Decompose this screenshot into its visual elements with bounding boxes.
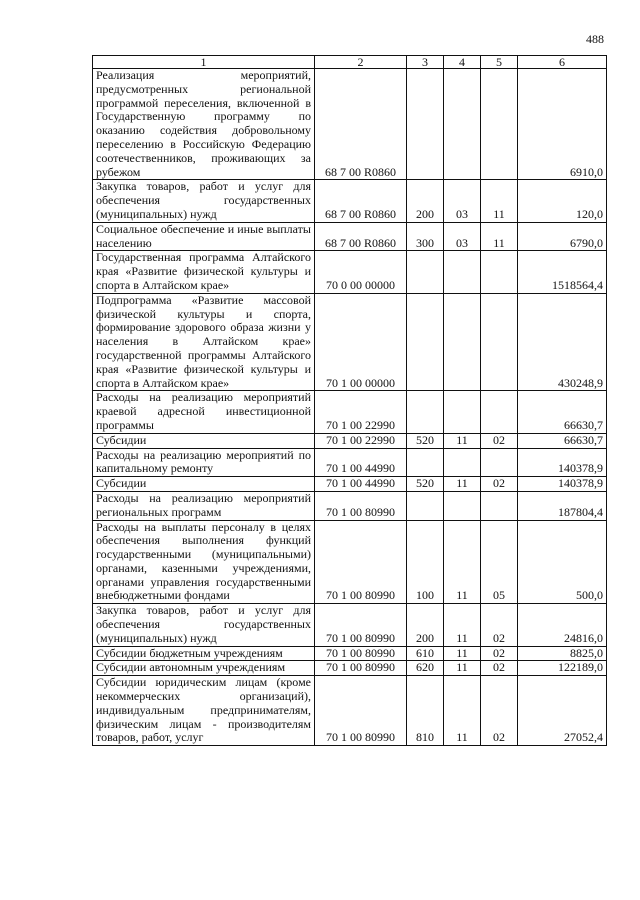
- table-row: [93, 448, 607, 477]
- row-expense-type: [407, 448, 444, 477]
- table-row: [93, 477, 607, 492]
- row-section: [444, 251, 481, 293]
- table-row: [93, 69, 607, 180]
- row-name: Закупка товаров, работ и услуг для обеспечения государственных (муниципальных) нужд: [93, 180, 315, 222]
- row-subsection: 11: [481, 180, 518, 222]
- table-row: [93, 520, 607, 604]
- row-subsection: [481, 448, 518, 477]
- row-target-code: 68 7 00 R0860: [315, 69, 407, 180]
- row-expense-type: 200: [407, 604, 444, 646]
- row-expense-type: 520: [407, 433, 444, 448]
- table-row: [93, 676, 607, 746]
- row-name: Субсидии: [93, 433, 315, 448]
- row-target-code: 68 7 00 R0860: [315, 222, 407, 251]
- row-amount: 6910,0: [518, 69, 607, 180]
- row-amount: 187804,4: [518, 491, 607, 520]
- row-subsection: [481, 491, 518, 520]
- row-section: 03: [444, 180, 481, 222]
- row-expense-type: 520: [407, 477, 444, 492]
- row-target-code: 70 1 00 80990: [315, 661, 407, 676]
- table-row: [93, 604, 607, 646]
- row-expense-type: 610: [407, 646, 444, 661]
- row-name: Закупка товаров, работ и услуг для обеспечения государственных (муниципальных) нужд: [93, 604, 315, 646]
- row-expense-type: [407, 251, 444, 293]
- row-amount: 500,0: [518, 520, 607, 604]
- row-expense-type: 200: [407, 180, 444, 222]
- row-subsection: 02: [481, 646, 518, 661]
- row-amount: 122189,0: [518, 661, 607, 676]
- row-section: 11: [444, 676, 481, 746]
- row-section: 03: [444, 222, 481, 251]
- row-name: Расходы на реализацию мероприятий по капитальному ремонту: [93, 448, 315, 477]
- row-name: Государственная программа Алтайского края «Развитие физической культуры и спорта в Алтайском крае»: [93, 251, 315, 293]
- row-section: [444, 293, 481, 391]
- table-row: [93, 491, 607, 520]
- row-name: Социальное обеспечение и иные выплаты населению: [93, 222, 315, 251]
- row-target-code: 70 1 00 22990: [315, 391, 407, 433]
- row-amount: 140378,9: [518, 448, 607, 477]
- row-section: 11: [444, 646, 481, 661]
- budget-table: [92, 55, 607, 746]
- header-col-1: 1: [93, 56, 315, 69]
- row-subsection: 11: [481, 222, 518, 251]
- row-expense-type: 300: [407, 222, 444, 251]
- header-col-6: 6: [518, 56, 607, 69]
- row-section: 11: [444, 661, 481, 676]
- row-expense-type: [407, 69, 444, 180]
- row-section: [444, 391, 481, 433]
- row-amount: 66630,7: [518, 433, 607, 448]
- row-section: 11: [444, 604, 481, 646]
- row-target-code: 70 1 00 22990: [315, 433, 407, 448]
- row-section: 11: [444, 433, 481, 448]
- row-subsection: 02: [481, 661, 518, 676]
- row-subsection: [481, 251, 518, 293]
- row-subsection: 02: [481, 604, 518, 646]
- table-row: [93, 661, 607, 676]
- row-subsection: 02: [481, 433, 518, 448]
- row-section: 11: [444, 520, 481, 604]
- row-amount: 120,0: [518, 180, 607, 222]
- table-header-row: [93, 56, 607, 69]
- table-row: [93, 251, 607, 293]
- row-expense-type: 620: [407, 661, 444, 676]
- row-amount: 6790,0: [518, 222, 607, 251]
- row-subsection: [481, 391, 518, 433]
- row-target-code: 70 1 00 80990: [315, 646, 407, 661]
- header-col-5: 5: [481, 56, 518, 69]
- row-amount: 1518564,4: [518, 251, 607, 293]
- row-name: Расходы на реализацию мероприятий краевой адресной инвестиционной программы: [93, 391, 315, 433]
- row-amount: 8825,0: [518, 646, 607, 661]
- row-target-code: 68 7 00 R0860: [315, 180, 407, 222]
- row-name: Субсидии автономным учреждениям: [93, 661, 315, 676]
- page-number: 488: [586, 32, 604, 46]
- row-target-code: 70 1 00 80990: [315, 676, 407, 746]
- row-subsection: [481, 69, 518, 180]
- row-name: Реализация мероприятий, предусмотренных региональной программой переселения, включенной в Государственную программу по оказанию содействия добровольному переселению в Российскую Федерацию соотечественников, проживающих за рубежом: [93, 69, 315, 180]
- row-subsection: [481, 293, 518, 391]
- row-target-code: 70 1 00 80990: [315, 604, 407, 646]
- row-subsection: 02: [481, 676, 518, 746]
- row-subsection: 02: [481, 477, 518, 492]
- row-target-code: 70 0 00 00000: [315, 251, 407, 293]
- row-section: 11: [444, 477, 481, 492]
- row-name: Субсидии: [93, 477, 315, 492]
- table-row: [93, 180, 607, 222]
- table-row: [93, 222, 607, 251]
- row-subsection: 05: [481, 520, 518, 604]
- row-target-code: 70 1 00 44990: [315, 448, 407, 477]
- row-name: Расходы на выплаты персоналу в целях обеспечения выполнения функций государственными (муниципальными) органами, казенными учреждениями, органами управления государственными внебюджетными фондами: [93, 520, 315, 604]
- row-amount: 66630,7: [518, 391, 607, 433]
- row-section: [444, 491, 481, 520]
- header-col-3: 3: [407, 56, 444, 69]
- row-amount: 24816,0: [518, 604, 607, 646]
- row-name: Расходы на реализацию мероприятий региональных программ: [93, 491, 315, 520]
- header-col-4: 4: [444, 56, 481, 69]
- row-amount: 430248,9: [518, 293, 607, 391]
- row-target-code: 70 1 00 44990: [315, 477, 407, 492]
- row-expense-type: [407, 391, 444, 433]
- row-expense-type: [407, 491, 444, 520]
- row-section: [444, 69, 481, 180]
- row-section: [444, 448, 481, 477]
- row-expense-type: 810: [407, 676, 444, 746]
- row-name: Подпрограмма «Развитие массовой физической культуры и спорта, формирование здорового образа жизни у населения в Алтайском крае» государственной программы Алтайского края «Развитие физической культуры и спорта в Алтайском крае»: [93, 293, 315, 391]
- table-row: [93, 391, 607, 433]
- row-expense-type: 100: [407, 520, 444, 604]
- table-row: [93, 293, 607, 391]
- row-expense-type: [407, 293, 444, 391]
- row-target-code: 70 1 00 00000: [315, 293, 407, 391]
- header-col-2: 2: [315, 56, 407, 69]
- row-target-code: 70 1 00 80990: [315, 491, 407, 520]
- row-amount: 27052,4: [518, 676, 607, 746]
- row-name: Субсидии бюджетным учреждениям: [93, 646, 315, 661]
- row-amount: 140378,9: [518, 477, 607, 492]
- table-row: [93, 433, 607, 448]
- table-row: [93, 646, 607, 661]
- row-name: Субсидии юридическим лицам (кроме некоммерческих организаций), индивидуальным предпринимателям, физическим лицам - производителям товаров, работ, услуг: [93, 676, 315, 746]
- row-target-code: 70 1 00 80990: [315, 520, 407, 604]
